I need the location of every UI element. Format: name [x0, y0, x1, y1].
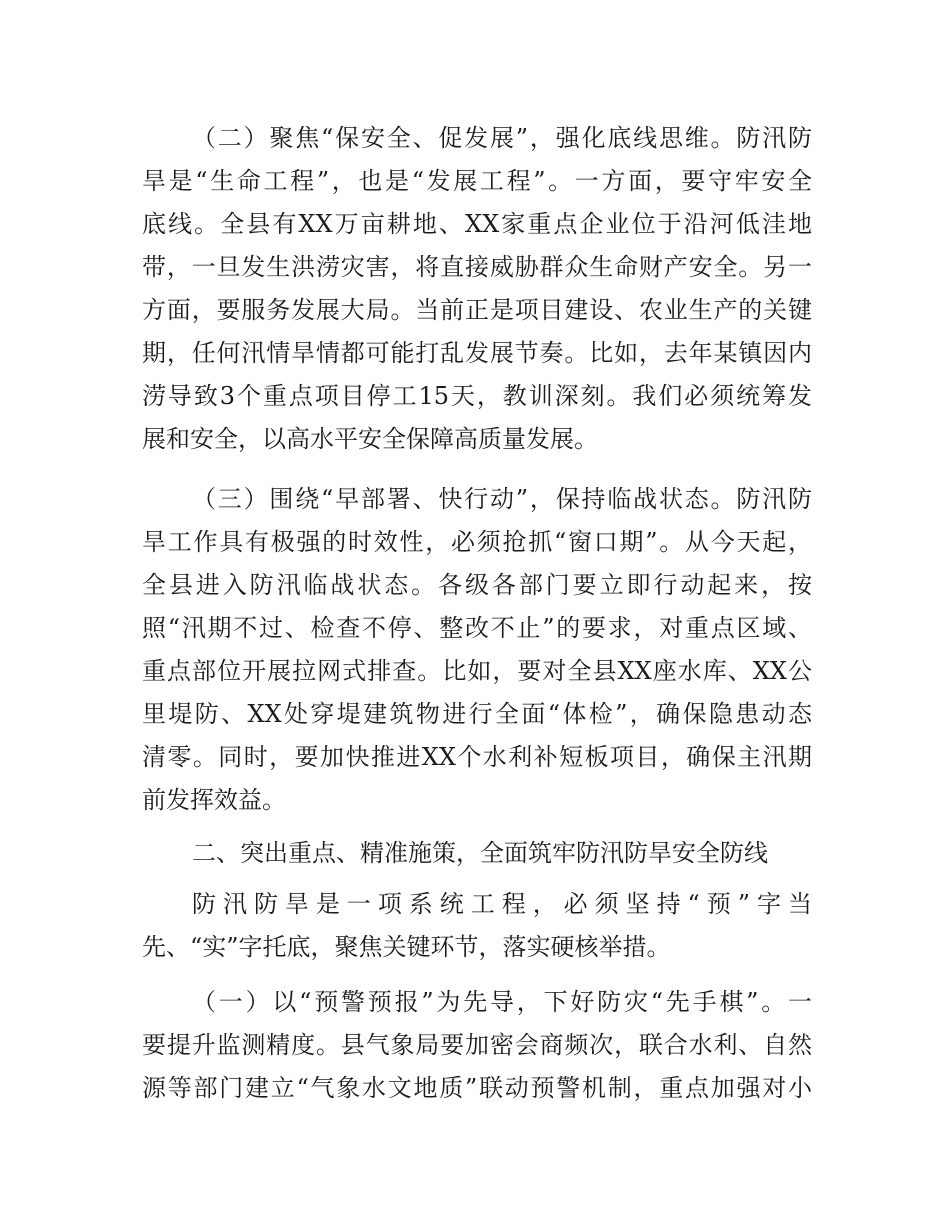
paragraph-1-warning-forecast [142, 981, 812, 1110]
text-line: 方面，要服务发展大局。当前正是项目建设、农业生产的关键 [142, 296, 812, 324]
text-line: 要提升监测精度。县气象局要加密会商频次，联合水利、自然 [142, 1031, 812, 1059]
text-line: 防汛防旱是一项系统工程，必须坚持“预”字当 [192, 890, 812, 918]
text-line: 旱工作具有极强的时效性，必须抢抓“窗口期”。从今天起， [142, 528, 812, 556]
text-line: 涝导致3个重点项目停工15天，教训深刻。我们必须统筹发 [142, 382, 812, 410]
text-line: 重点部位开展拉网式排查。比如，要对全县XX座水库、XX公 [142, 657, 812, 685]
text-line: 前发挥效益。 [142, 786, 286, 814]
paragraph-system-engineering [142, 883, 812, 969]
text-line: 带，一旦发生洪涝灾害，将直接威胁群众生命财产安全。另一 [142, 253, 812, 281]
text-line: （二）聚焦“保安全、促发展”，强化底线思维。防汛防 [192, 124, 812, 152]
text-line: 展和安全，以高水平安全保障高质量发展。 [142, 425, 598, 453]
text-line: 旱是“生命工程”，也是“发展工程”。一方面，要守牢安全 [142, 167, 812, 195]
text-line: 里堤防、XX处穿堤建筑物进行全面“体检”，确保隐患动态 [142, 700, 812, 728]
text-line: 先、“实”字托底，聚焦关键环节，落实硬核举措。 [142, 933, 671, 961]
section-heading-text: 二、突出重点、精准施策，全面筑牢防汛防旱安全防线 [192, 839, 768, 867]
text-line: 全县进入防汛临战状态。各级各部门要立即行动起来，按 [142, 571, 812, 599]
text-line: （三）围绕“早部署、快行动”，保持临战状态。防汛防 [192, 485, 812, 513]
section-heading-2 [142, 832, 812, 875]
text-line: 照“汛期不过、检查不停、整改不止”的要求，对重点区域、 [142, 614, 812, 642]
paragraph-3-early-deployment [142, 478, 812, 822]
text-line: 清零。同时，要加快推进XX个水利补短板项目，确保主汛期 [142, 743, 812, 771]
text-line: 源等部门建立“气象水文地质”联动预警机制，重点加强对小 [142, 1074, 812, 1102]
text-line: 期，任何汛情旱情都可能打乱发展节奏。比如，去年某镇因内 [142, 339, 812, 367]
paragraph-2-focus-safety-development [142, 117, 812, 461]
text-line: （一）以“预警预报”为先导，下好防灾“先手棋”。一 [192, 988, 812, 1016]
text-line: 底线。全县有XX万亩耕地、XX家重点企业位于沿河低洼地 [142, 210, 812, 238]
